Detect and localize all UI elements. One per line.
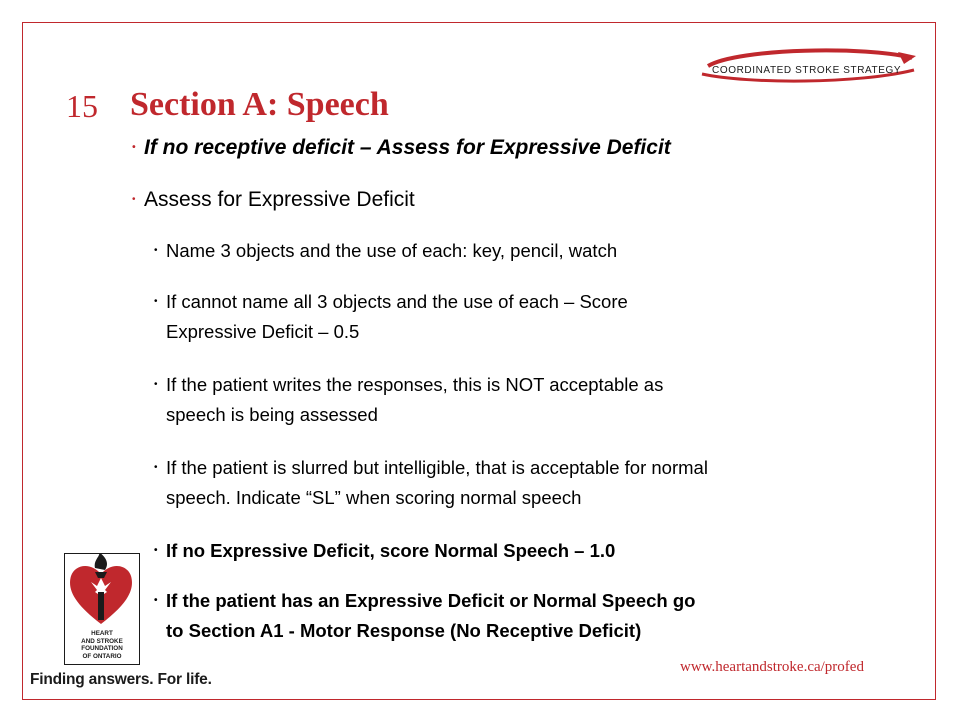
bullet-dot-icon: • (154, 296, 158, 307)
bullet-dot-icon: • (154, 462, 158, 473)
bullet-dot-icon: • (132, 194, 136, 205)
bullet-text-line-2: to Section A1 - Motor Response (No Receptive Deficit) (166, 620, 642, 641)
bullet-assess-expressive (132, 188, 415, 212)
bullet-dot-icon: • (154, 595, 158, 606)
bullet-text: Assess for Expressive Deficit (144, 188, 415, 211)
bullet-text-line-2: speech. Indicate “SL” when scoring normal speech (166, 487, 582, 508)
website-link[interactable]: www.heartandstroke.ca/profed (680, 659, 864, 675)
bullet-text-line-1: If the patient has an Expressive Deficit or Normal Speech go (166, 590, 696, 611)
subbullet-name-objects (154, 236, 618, 266)
bullet-text-line-1: If the patient is slurred but intelligible, that is acceptable for normal (166, 457, 708, 478)
subbullet-writes-responses (154, 370, 664, 430)
coordinated-stroke-strategy-logo (698, 44, 920, 88)
bullet-dot-icon: • (132, 142, 136, 153)
bullet-text-line-1: If cannot name all 3 objects and the use of each – Score (166, 291, 628, 312)
hsf-logo-text (65, 630, 139, 660)
tagline: Finding answers. For life. (30, 671, 212, 688)
hsf-line-3: FOUNDATION (81, 645, 123, 652)
subbullet-slurred (154, 453, 708, 513)
hsf-line-2: AND STROKE (81, 637, 123, 645)
bullet-text-line-2: speech is being assessed (166, 404, 378, 425)
bullet-text-line-1: If the patient writes the responses, this is NOT acceptable as (166, 374, 664, 395)
subbullet-normal-speech (154, 536, 616, 566)
logo-label: COORDINATED STROKE STRATEGY (712, 65, 902, 76)
hsf-line-4: OF ONTARIO (82, 652, 122, 660)
bullet-text-line-2: Expressive Deficit – 0.5 (166, 321, 360, 342)
bullet-receptive-deficit (132, 136, 671, 160)
heart-and-stroke-logo (64, 553, 140, 665)
bullet-text: If no receptive deficit – Assess for Expressive Deficit (144, 136, 671, 159)
hsf-line-1: HEART (91, 630, 113, 637)
slide-title: Section A: Speech (130, 86, 389, 123)
subbullet-cannot-name (154, 287, 628, 347)
heart-torch-icon (65, 554, 138, 630)
bullet-dot-icon: • (154, 379, 158, 390)
bullet-dot-icon: • (154, 245, 158, 256)
slide-number: 15 (66, 88, 98, 124)
subbullet-go-to-section-a1 (154, 586, 696, 646)
bullet-text: Name 3 objects and the use of each: key, pencil, watch (166, 240, 618, 261)
bullet-dot-icon: • (154, 545, 158, 556)
bullet-text: If no Expressive Deficit, score Normal Speech – 1.0 (166, 540, 616, 561)
